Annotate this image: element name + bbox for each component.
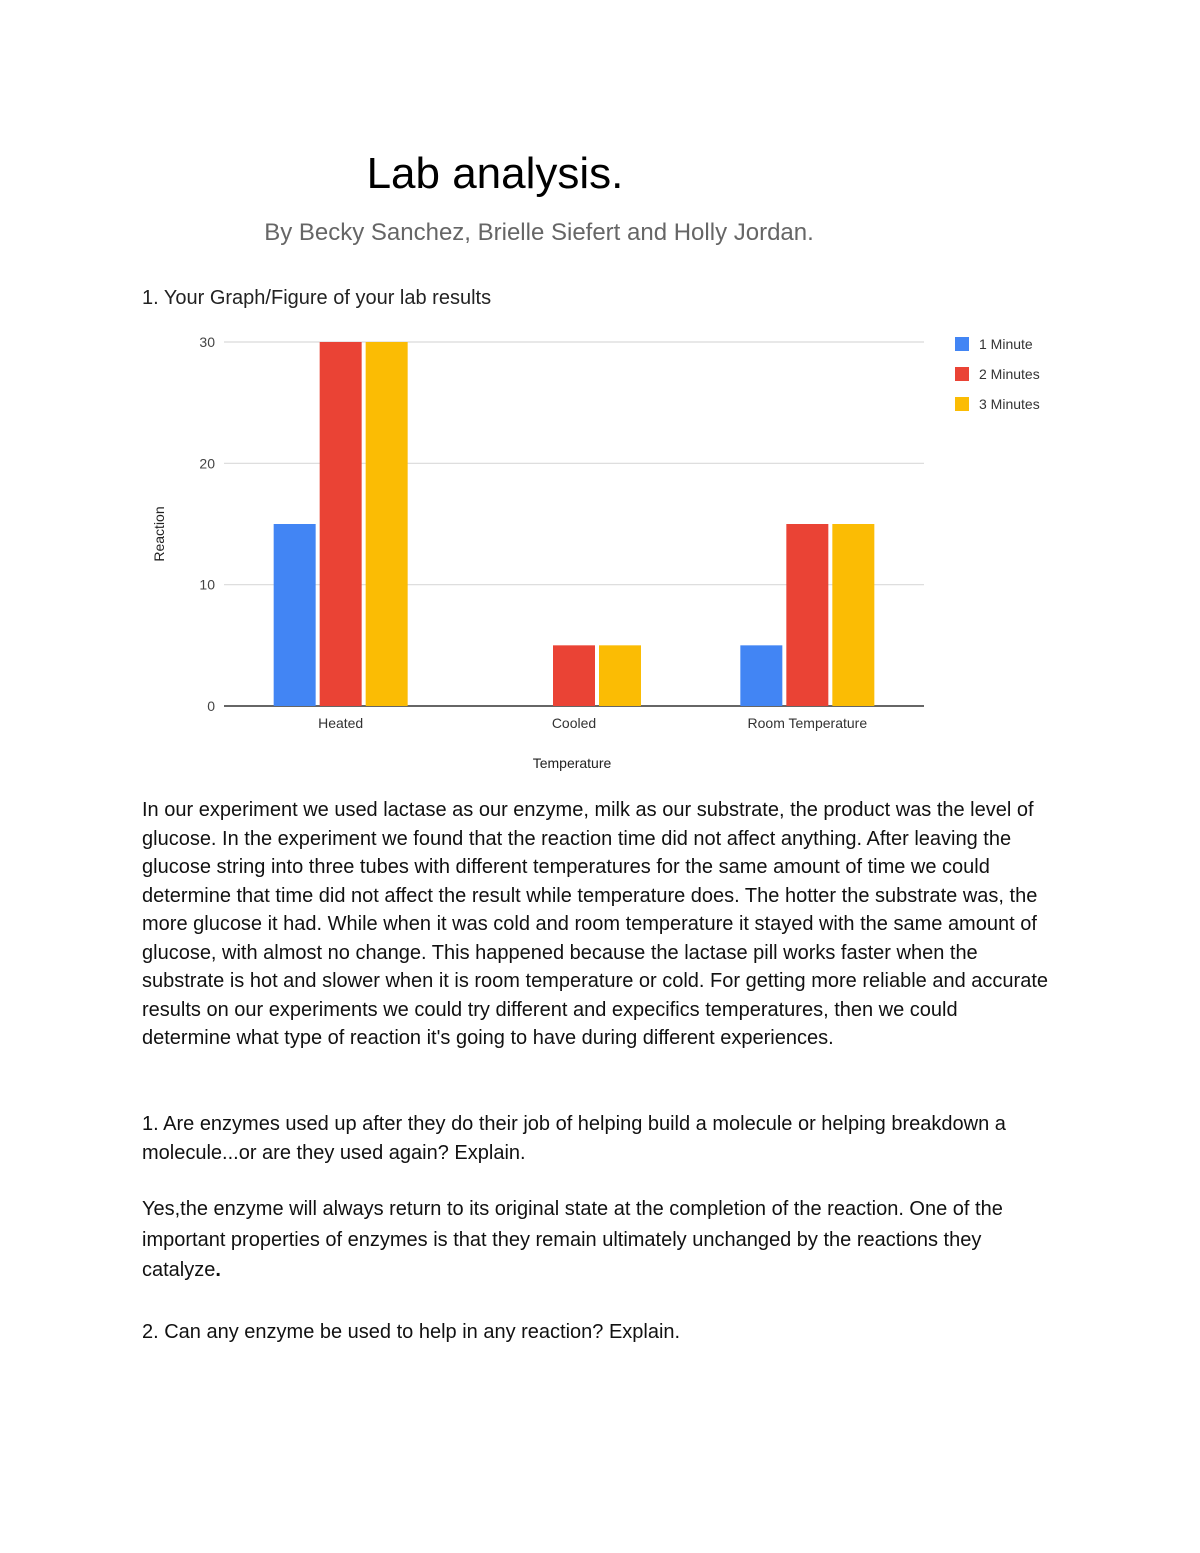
legend-swatch [955,367,969,381]
x-axis-title: Temperature [532,755,612,771]
y-tick-label: 30 [199,334,215,350]
question-2: 2. Can any enzyme be used to help in any reaction? Explain. [142,1321,681,1343]
y-tick-label: 20 [199,455,215,472]
legend-label: 3 Minutes [979,396,1040,412]
bar-1-minute [740,645,782,706]
x-tick-label: Heated [318,715,364,731]
answer-1-text: Yes,the enzyme will always return to its original state at the completion of the reaction. One of the important properties of enzymes is that they remain ultimately unchanged by the reactions they catalyze [142,1198,1003,1281]
legend-label: 1 Minute [979,336,1033,352]
graph-heading: 1. Your Graph/Figure of your lab results [142,287,492,309]
bar-1-minute [274,524,316,706]
bar-2-minutes [320,342,362,706]
legend-swatch [955,337,969,351]
bar-3-minutes [366,342,408,706]
question-1: 1. Are enzymes used up after they do their job of helping build a molecule or helping breakdown a molecule...or are they used again? Explain. [142,1113,1006,1164]
bar-2-minutes [786,524,828,706]
answer-1-period: . [215,1259,221,1281]
x-tick-label: Cooled [551,715,597,731]
bar-3-minutes [599,645,641,706]
y-tick-label: 10 [199,576,215,593]
x-tick-label: Room Temperature [747,715,868,731]
y-axis-title: Reaction [151,506,167,562]
bar-2-minutes [553,645,595,706]
authors-line: By Becky Sanchez, Brielle Siefert and Holly Jordan. [264,219,814,246]
bar-3-minutes [832,524,874,706]
legend-swatch [955,397,969,411]
y-tick-label: 0 [207,698,215,714]
analysis-paragraph: In our experiment we used lactase as our enzyme, milk as our substrate, the product was the level of glucose. In the experiment we found that the reaction time did not affect anything. After leaving the glucose string into three tubes with different temperatures for the same amount of time we could determine that time did not affect the result while temperature does. The hotter the substrate was, the more glucose it had. While when it was cold and room temperature it stayed with the same amount of glucose, with almost no change. This happened because the lactase pill works faster when the substrate is hot and slower when it is room temperature or cold. For getting more reliable and accurate results on our experiments we could try different and expecifics temperatures, then we could determine what type of reaction it's going to have during different experiences. [142,799,1048,1049]
page-title: Lab analysis. [366,149,624,198]
answer-1 [142,1194,1052,1286]
chart-svg [140,322,1060,784]
bar-chart [140,322,1060,784]
legend-label: 2 Minutes [979,366,1040,382]
